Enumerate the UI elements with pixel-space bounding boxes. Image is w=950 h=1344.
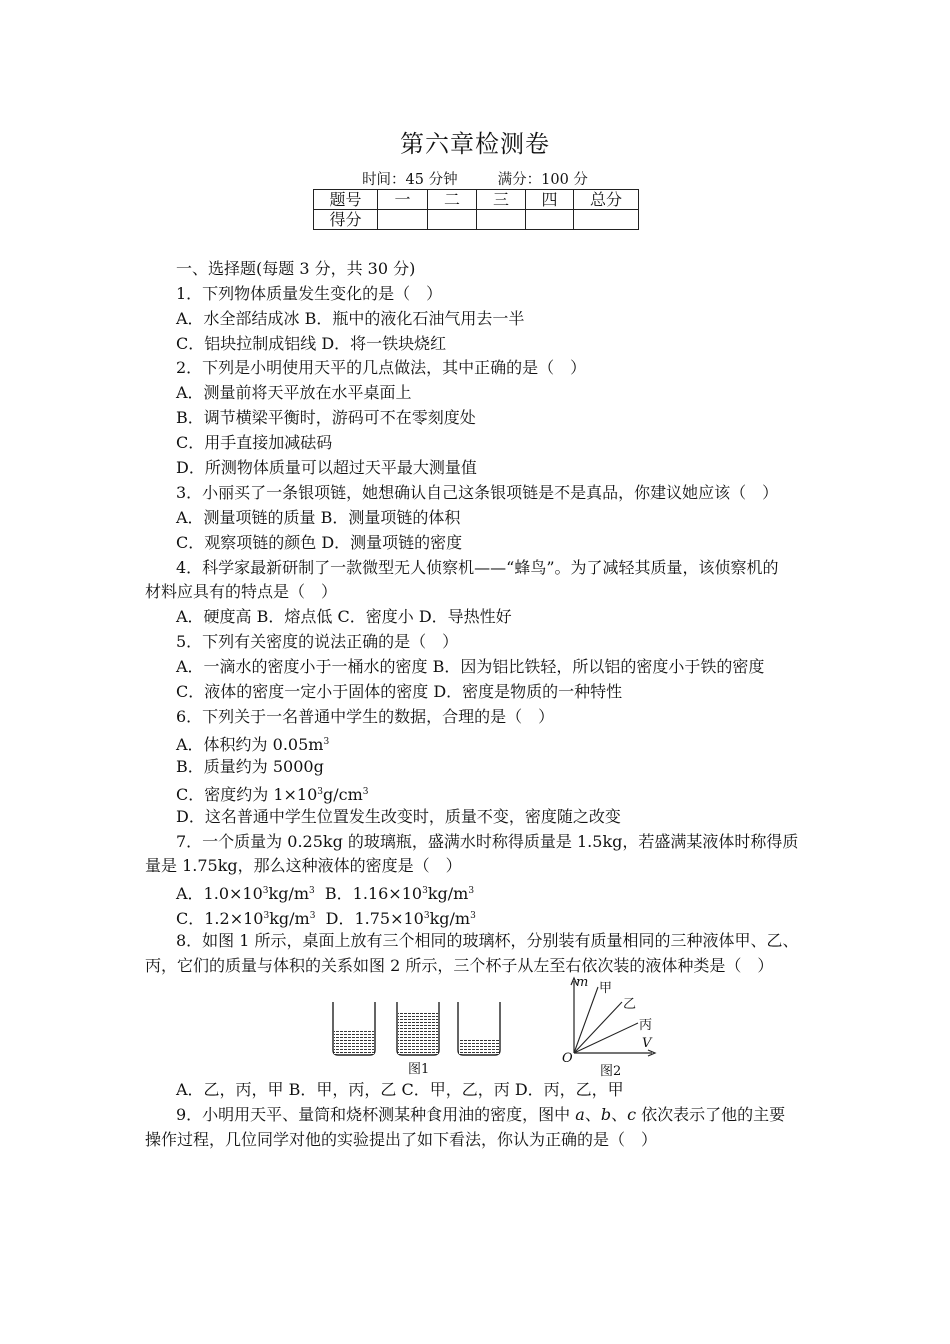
question-option: A．测量前将天平放在水平桌面上 (176, 383, 412, 402)
time-limit: 时间：45 分钟 (362, 172, 458, 188)
question-options: A．一滴水的密度小于一桶水的密度 B．因为铝比铁轻，所以铝的密度小于铁的密度 (176, 657, 765, 676)
score-table (313, 189, 639, 230)
question-options: C．$1.2\times 10^3kg/m^3$ D．$1.75\times 10^3kg/m^3$ (176, 909, 476, 928)
axis-label-v: V (642, 1036, 652, 1051)
question-options: C．铝块拉制成铝线 D．将一铁块烧红 (176, 334, 447, 353)
question-stem: 3．小丽买了一条银项链，她想确认自己这条银项链是不是真品，你建议她应该（ ） (176, 483, 779, 502)
question-option: C．密度约为 $1\times 10^3g/cm^3$ (176, 785, 369, 804)
table-cell: 一 (378, 190, 428, 210)
table-cell (477, 210, 526, 230)
table-cell: 四 (526, 190, 574, 210)
question-stem: 4．科学家最新研制了一款微型无人侦察机——“蜂鸟”。为了减轻其质量，该侦察机的 (176, 558, 779, 577)
page-title: 第六章检测卷 (400, 130, 550, 158)
table-cell (526, 210, 574, 230)
line-yi (574, 1002, 622, 1053)
figure-2 (560, 975, 670, 1089)
figure-2-caption: 图2 (600, 1064, 622, 1079)
question-stem: 2．下列是小明使用天平的几点做法，其中正确的是（ ） (176, 358, 587, 377)
question-options: A．乙，丙，甲 B．甲，丙，乙 C．甲，乙，丙 D．丙，乙，甲 (176, 1080, 624, 1099)
question-stem: 8．如图 1 所示，桌面上放有三个相同的玻璃杯，分别装有质量相同的三种液体甲、乙、 (176, 931, 799, 950)
question-stem: 6．下列关于一名普通中学生的数据，合理的是（ ） (176, 707, 555, 726)
question-option: D．这名普通中学生位置发生改变时，质量不变，密度随之改变 (176, 807, 621, 826)
table-cell: 得分 (314, 210, 378, 230)
table-cell: 二 (428, 190, 477, 210)
origin-label: O (562, 1051, 573, 1066)
question-options: A．测量项链的质量 B．测量项链的体积 (176, 508, 461, 527)
full-score: 满分：100 分 (497, 172, 588, 188)
table-row (314, 210, 639, 230)
table-row (314, 190, 639, 210)
beaker-1 (333, 1002, 375, 1055)
question-option: C．用手直接加减砝码 (176, 433, 333, 452)
figure-1-caption: 图1 (408, 1062, 430, 1077)
line-label-yi: 乙 (623, 997, 637, 1012)
question-stem: 1．下列物体质量发生变化的是（ ） (176, 284, 443, 303)
table-cell: 总分 (574, 190, 639, 210)
question-stem: 5．下列有关密度的说法正确的是（ ） (176, 632, 459, 651)
table-cell (574, 210, 639, 230)
question-options: A．硬度高 B．熔点低 C．密度小 D．导热性好 (176, 607, 512, 626)
question-options: A．$1.0\times 10^3kg/m^3$ B．$1.16\times 10^3kg/m^3$ (176, 884, 475, 903)
question-stem-continued: 操作过程，几位同学对他的实验提出了如下看法，你认为正确的是（ ） (145, 1130, 658, 1149)
figure-1 (325, 1000, 505, 1084)
question-option: D．所测物体质量可以超过天平最大测量值 (176, 458, 477, 477)
question-stem: 7．一个质量为 0.25kg 的玻璃瓶，盛满水时称得质量是 1.5kg，若盛满某液体时称得质 (176, 832, 799, 851)
question-options: A．水全部结成冰 B．瓶中的液化石油气用去一半 (176, 309, 525, 328)
line-label-jia: 甲 (599, 981, 613, 996)
question-options: C．观察项链的颜色 D．测量项链的密度 (176, 533, 463, 552)
question-stem-continued: 材料应具有的特点是（ ） (145, 582, 338, 601)
section-heading: 一、选择题(每题 3 分，共 30 分) (176, 259, 416, 278)
question-stem: 9．小明用天平、量筒和烧杯测某种食用油的密度，图中 a、b、c 依次表示了他的主要 (176, 1105, 786, 1124)
question-option: B．调节横梁平衡时，游码可不在零刻度处 (176, 408, 476, 427)
beaker-2 (397, 1002, 439, 1055)
axis-label-m: m (576, 975, 589, 990)
question-stem-continued: 丙，它们的质量与体积的关系如图 2 所示，三个杯子从左至右依次装的液体种类是（ ） (145, 956, 774, 975)
table-cell: 题号 (314, 190, 378, 210)
question-option: B．质量约为 5000g (176, 757, 324, 776)
line-label-bing: 丙 (639, 1018, 653, 1033)
table-cell (378, 210, 428, 230)
question-options: C．液体的密度一定小于固体的密度 D．密度是物质的一种特性 (176, 682, 623, 701)
table-cell (428, 210, 477, 230)
exam-meta (0, 168, 950, 189)
question-stem-continued: 量是 1.75kg，那么这种液体的密度是（ ） (145, 856, 462, 875)
beaker-3 (458, 1002, 500, 1055)
question-option: A．体积约为 $0.05m^3$ (176, 735, 330, 754)
table-cell: 三 (477, 190, 526, 210)
